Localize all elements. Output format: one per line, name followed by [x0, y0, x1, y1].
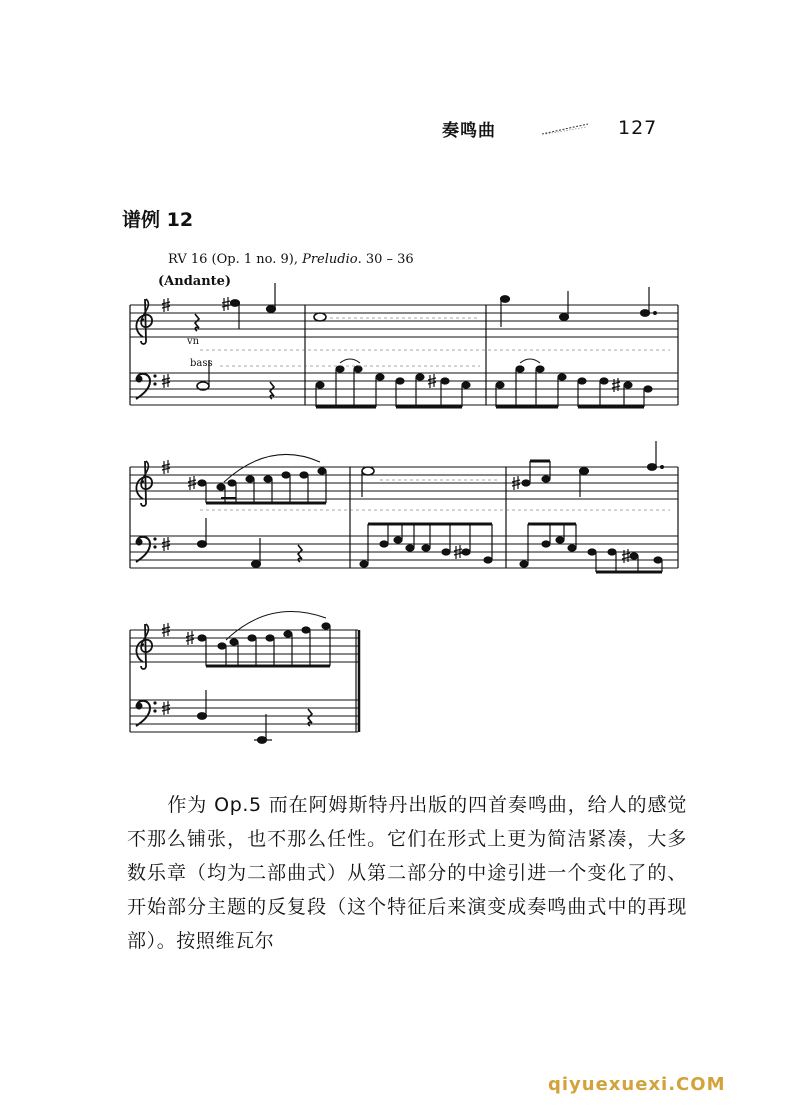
- body-paragraph: [127, 788, 687, 958]
- site-watermark: qiyuexuexi.COM: [548, 1074, 726, 1095]
- page-number: 127: [618, 117, 658, 139]
- staff-lines: [130, 305, 678, 405]
- source-prefix: RV 16 (Op. 1 no. 9),: [168, 252, 303, 267]
- running-header-title: 奏鸣曲: [442, 121, 496, 141]
- source-suffix: . 30 – 36: [357, 252, 414, 267]
- system-2: [130, 441, 678, 572]
- body-paragraph-text: 作为 Op.5 而在阿姆斯特丹出版的四首奏鸣曲，给人的感觉不那么铺张，也不那么任性。它们在形式上更为简洁紧凑，大多数乐章（均为二部曲式）从第二部分的中途引进一个变化了的、开始部分主题的反复段（这个特征后来演变成奏鸣曲式中的再现部）。按照维瓦尔: [127, 794, 687, 952]
- system-3: [130, 612, 359, 744]
- instrument-label-violin: vn: [187, 336, 200, 347]
- instrument-label-bass: bass: [190, 358, 213, 369]
- system-1: [130, 283, 678, 407]
- tempo-marking: (Andante): [158, 274, 232, 289]
- example-title: 谱例 12: [122, 209, 194, 231]
- source-movement: Preludio: [302, 252, 358, 267]
